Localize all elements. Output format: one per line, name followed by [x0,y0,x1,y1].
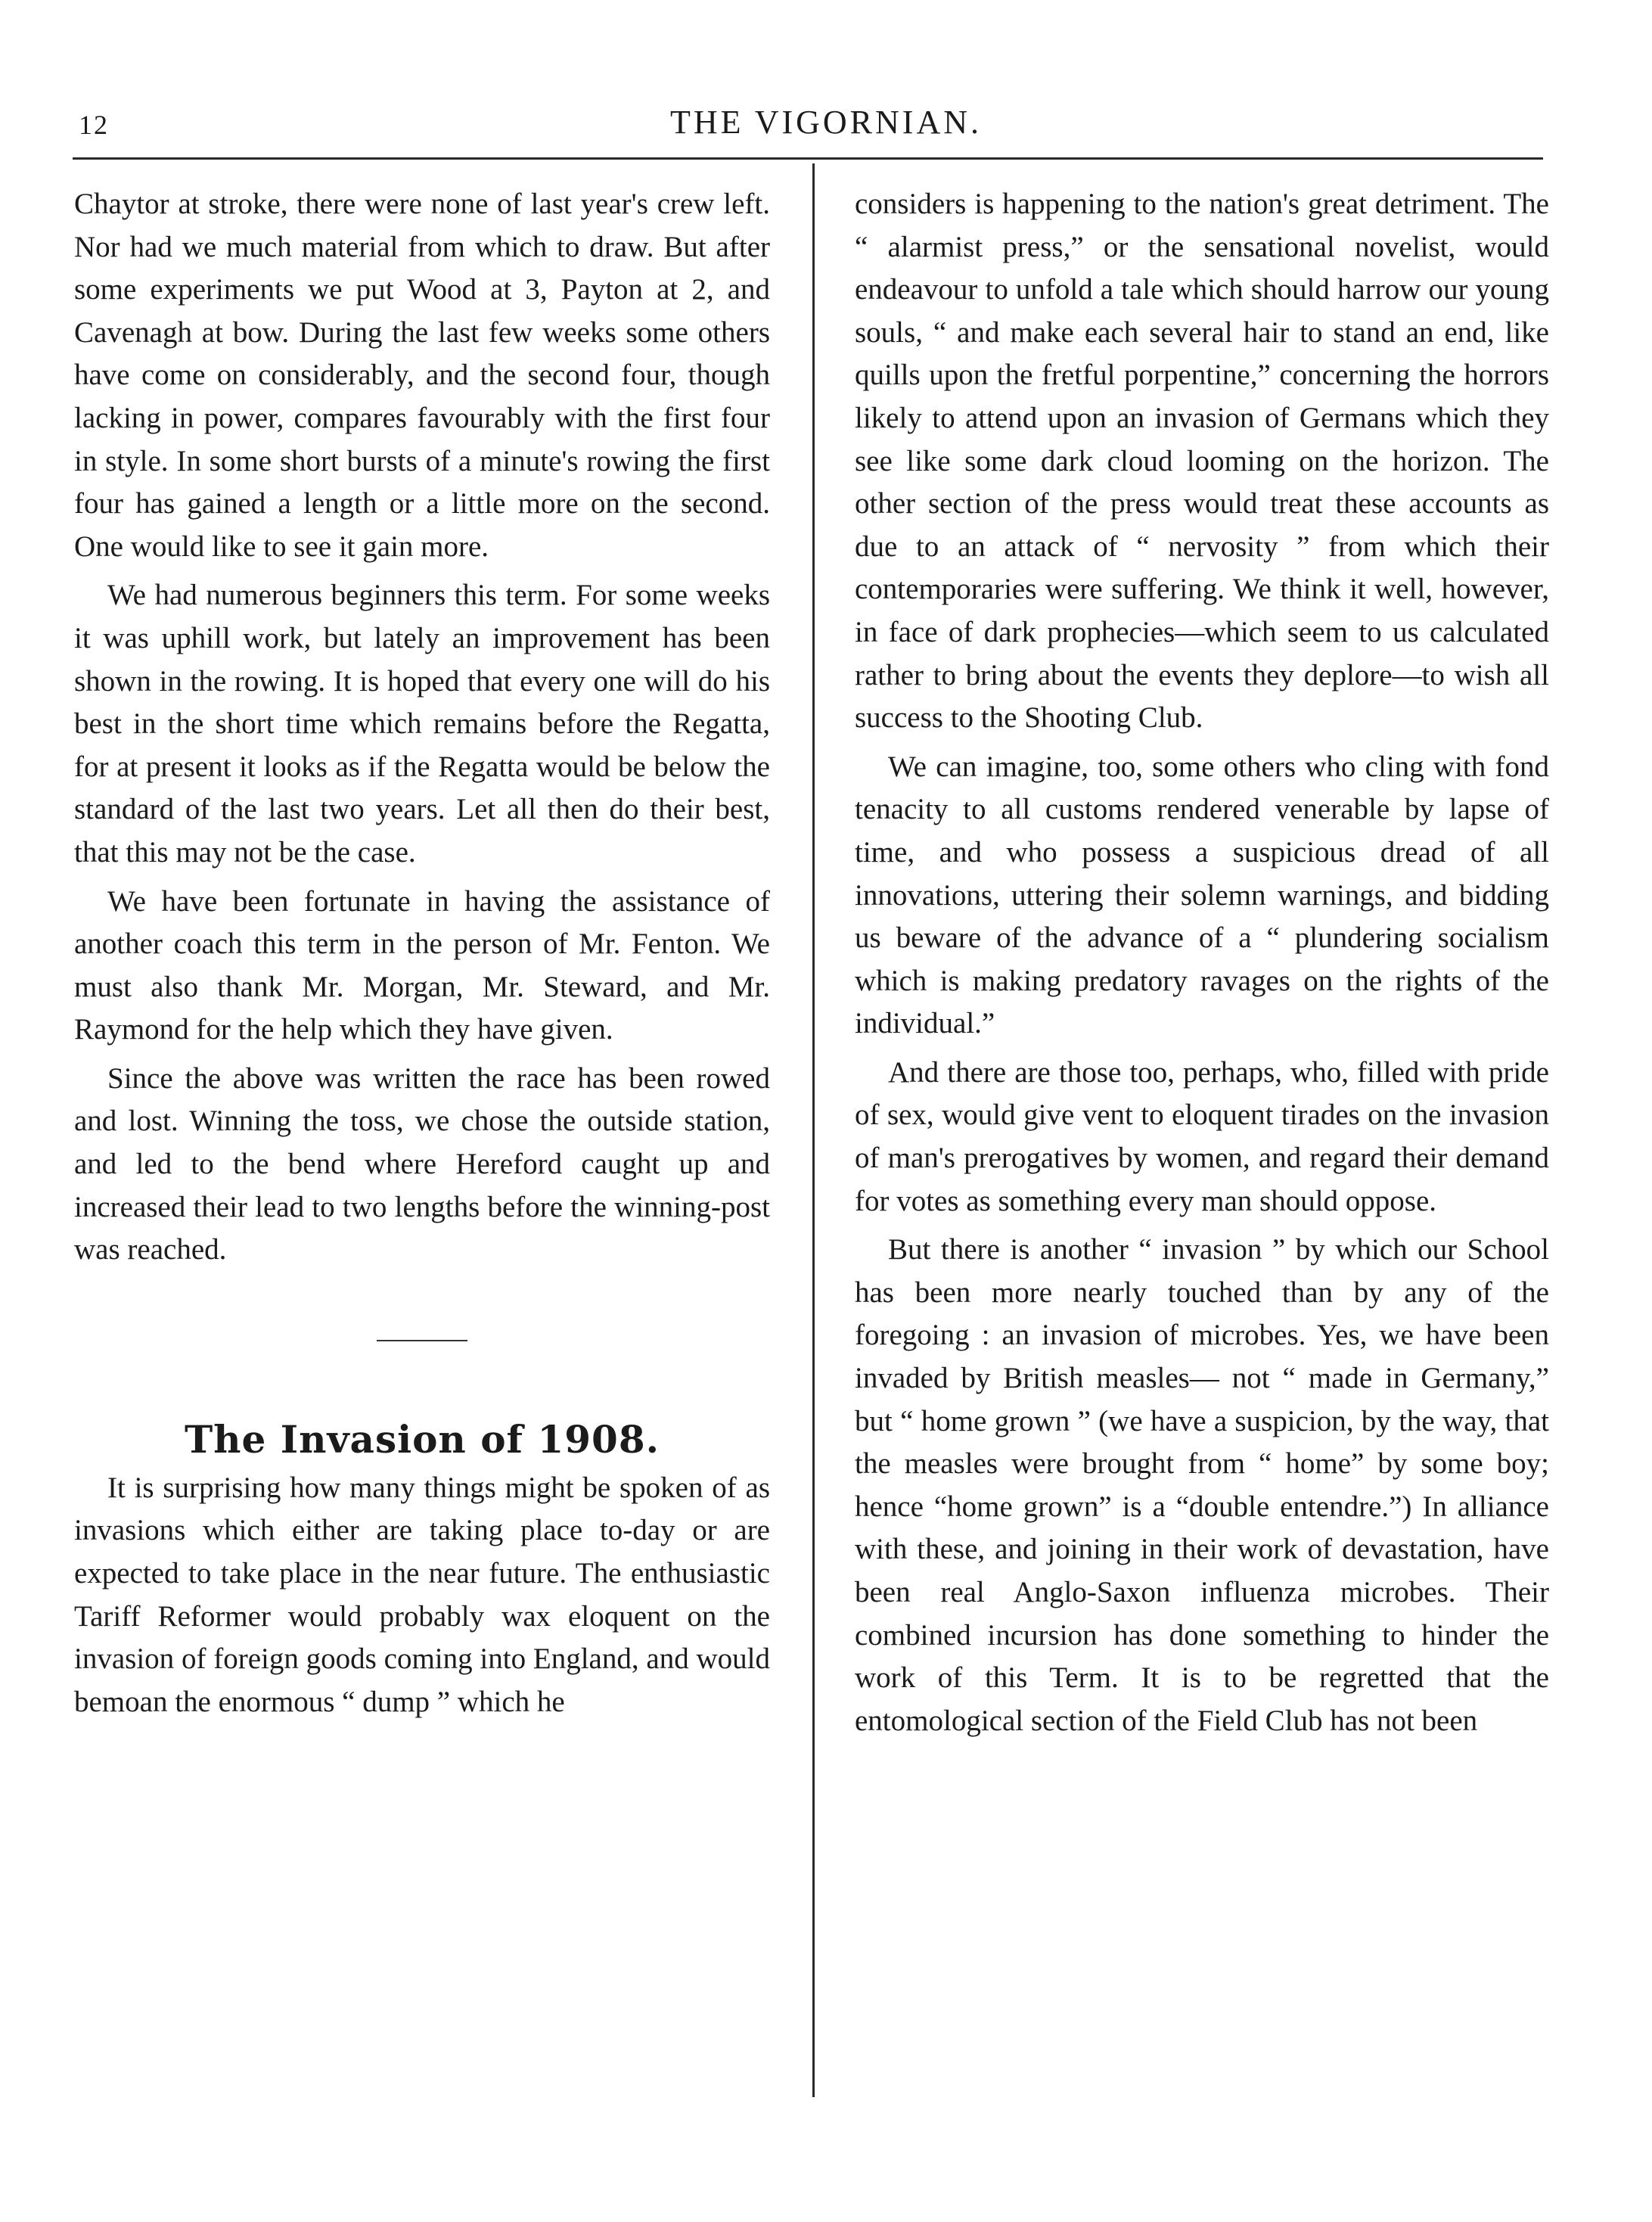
paragraph-invasion-intro: It is surprising how many things might be spoken of as invasions which either are taking place to-day or are expected to take place in the near future. The enthusiastic Tariff Reformer would probably wax eloquent on the invasion of foreign goods coming into England, and would bemoan the enormous “ dump ” which he [74,1471,770,1718]
paragraph-microbes: But there is another “ invasion ” by which our School has been more nearly touched than by any of the foregoing : an invasion of microbes. Yes, we have been invaded by British measles— not “ made in Germany,” but “ home grown ” (we have a suspicion, by the way, that the measles were brought from “ home” by some boy; hence “home grown” is a “double entendre.”) In alliance with these, and joining in their work of devastation, have been real Anglo-Saxon influenza microbes. Their combined incursion has done something to hinder the work of this Term. It is to be regretted that the entomological section of the Field Club has not been [855,1233,1549,1737]
paragraph-customs: We can imagine, too, some others who cling with fond tenacity to all customs rendered venerable by lapse of time, and who possess a suspicious dread of all innovations, uttering their solemn warnings, and bidding us beware of the advance of a “ plundering socialism which is making predatory ravages on the rights of the individual.” [855,750,1549,1040]
paragraph-beginners: We had numerous beginners this term. For some weeks it was uphill work, but lately an improvement has been shown in the rowing. It is hoped that every one will do his best in the short time which remains before the Regatta, for at present it looks as if the Regatta would be below the standard of the last two years. Let all then do their best, that this may not be the case. [74,579,770,869]
right-column [855,183,1549,1742]
header-rule [73,157,1543,160]
column-divider-rule [812,163,815,2097]
paragraph-alarmist-press: considers is happening to the nation's great detriment. The “ alarmist press,” or the sensational novelist, would endeavour to unfold a tale which should harrow our young souls, “ and make each several hair to stand an end, like quills upon the fretful porpentine,” concerning the horrors likely to attend upon an invasion of Germans which they see like some dark cloud looming on the horizon. The other section of the press would treat these accounts as due to an attack of “ nervosity ” from which their contemporaries were suffering. We think it well, however, in face of dark prophecies—which seem to us calculated rather to bring about the events they deplore—to wish all success to the Shooting Club. [855,188,1549,735]
article-title: The Invasion of 1908. [184,1416,660,1462]
paragraph-coaches: We have been fortunate in having the assistance of another coach this term in the person of Mr. Fenton. We must also thank Mr. Morgan, Mr. Steward, and Mr. Raymond for the help which they have given. [74,884,770,1046]
page-number: 12 [79,110,109,140]
paragraph-votes: And there are those too, perhaps, who, filled with pride of sex, would give vent to eloquent tirades on the invasion of man's prerogatives by women, and regard their demand for votes as something every man should oppose. [855,1055,1549,1217]
section-divider [377,1340,467,1341]
paragraph-rowing-crew: Chaytor at stroke, there were none of last year's crew left. Nor had we much material from which to draw. But after some experiments we put Wood at 3, Payton at 2, and Cavenagh at bow. During the last few weeks some others have come on considerably, and the second four, though lacking in power, compares favourably with the first four in style. In some short bursts of a minute's rowing the first four has gained a length or a little more on the second. One would like to see it gain more. [74,188,770,563]
paragraph-race-result: Since the above was written the race has been rowed and lost. Winning the toss, we chose the outside station, and led to the bend where Hereford caught up and increased their lead to two lengths before the winning-post was reached. [74,1061,770,1266]
left-column [74,183,770,1723]
running-head-title: THE VIGORNIAN. [669,104,983,141]
